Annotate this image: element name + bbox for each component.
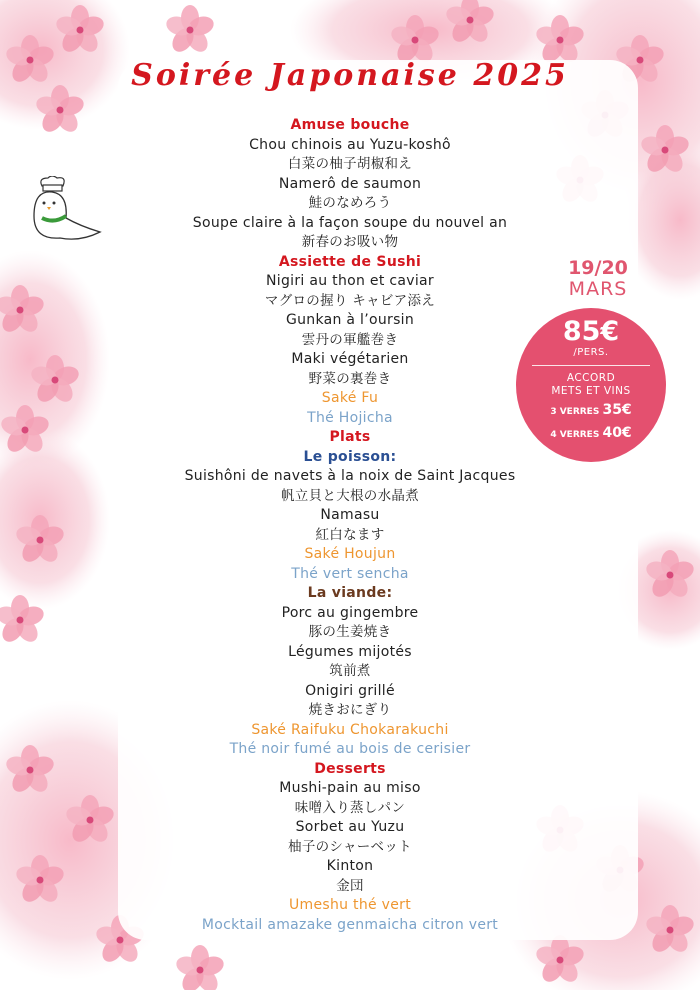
tea-pairing: Thé noir fumé au bois de cerisier	[229, 741, 471, 757]
menu-section-heading: Assiette de Sushi	[278, 253, 422, 270]
dish-name: Namerô de saumon	[278, 175, 422, 192]
menu-section-heading: Amuse bouche	[290, 117, 410, 133]
dish-name: Maki végétarien	[291, 351, 409, 367]
dish-name: Suishôni de navets à la noix de Saint Jacques	[184, 468, 516, 484]
dish-japanese: 野菜の裏巻き	[308, 370, 392, 387]
dish-name: Nigiri au thon et caviar	[266, 273, 434, 289]
menu-subheading: La viande:	[307, 585, 393, 601]
dish-name: Gunkan à l’oursin	[285, 312, 415, 328]
event-month: MARS	[568, 278, 628, 300]
dish-name: Onigiri grillé	[305, 682, 395, 699]
dish-japanese: 豚の生姜焼き	[308, 624, 392, 640]
tea-pairing: Mocktail amazake genmaicha citron vert	[201, 916, 499, 933]
verres-4-label: 4 VERRES	[550, 430, 600, 440]
accord-line-1: ACCORD	[566, 372, 616, 384]
dish-japanese: 白菜の柚子胡椒和え	[287, 156, 413, 172]
menu-subheading: Le poisson:	[303, 448, 397, 465]
dish-japanese: 鮭のなめろう	[308, 195, 392, 211]
page-title: Soirée Japonaise 2025	[131, 58, 569, 93]
verres-4	[516, 425, 666, 441]
dish-japanese: 紅白なます	[315, 526, 385, 543]
sake-pairing: Saké Fu	[321, 390, 379, 406]
tea-pairing: Thé vert sencha	[291, 565, 409, 582]
dish-name: Porc au gingembre	[281, 604, 419, 621]
dish-name: Mushi-pain au miso	[279, 780, 421, 796]
verres-4-price: 40€	[602, 425, 632, 441]
dish-name: Kinton	[326, 858, 374, 874]
accord-line-2: METS ET VINS	[551, 385, 631, 397]
menu-section-heading: Plats	[329, 429, 371, 445]
chef-bird-illustration	[24, 176, 106, 252]
dish-japanese: 新春のお吸い物	[301, 234, 399, 250]
price-amount: 85€	[562, 316, 620, 347]
dish-japanese: 筑前煮	[329, 663, 371, 679]
sake-pairing: Umeshu thé vert	[288, 897, 412, 913]
dish-name: Chou chinois au Yuzu-koshô	[249, 136, 451, 153]
dish-japanese: マグロの握り キャビア添え	[264, 292, 436, 309]
menu-section-heading: Desserts	[314, 760, 386, 777]
event-days: 19/20	[568, 257, 628, 279]
dish-japanese: 帆立貝と大根の水晶煮	[281, 487, 419, 504]
price-per: /PERS.	[573, 347, 609, 358]
dish-japanese: 味噌入り蒸しパン	[294, 799, 406, 816]
price-badge	[516, 308, 666, 462]
menu-list	[120, 116, 580, 935]
tea-pairing: Thé Hojicha	[307, 409, 393, 426]
dish-japanese: 金団	[336, 877, 364, 894]
dish-japanese: 雲丹の軍艦巻き	[301, 331, 399, 348]
verres-3	[516, 402, 666, 418]
sake-pairing: Saké Houjun	[304, 546, 396, 562]
verres-3-label: 3 VERRES	[550, 407, 600, 417]
dish-name: Namasu	[320, 507, 380, 523]
verres-3-price: 35€	[602, 402, 632, 418]
sake-pairing: Saké Raifuku Chokarakuchi	[251, 721, 449, 738]
event-dates	[548, 258, 648, 300]
price-divider	[532, 365, 650, 366]
dish-name: Soupe claire à la façon soupe du nouvel an	[192, 214, 508, 231]
dish-japanese: 焼きおにぎり	[308, 702, 392, 718]
dish-name: Légumes mijotés	[288, 643, 412, 660]
dish-japanese: 柚子のシャーベット	[288, 838, 412, 855]
dish-name: Sorbet au Yuzu	[295, 819, 405, 835]
